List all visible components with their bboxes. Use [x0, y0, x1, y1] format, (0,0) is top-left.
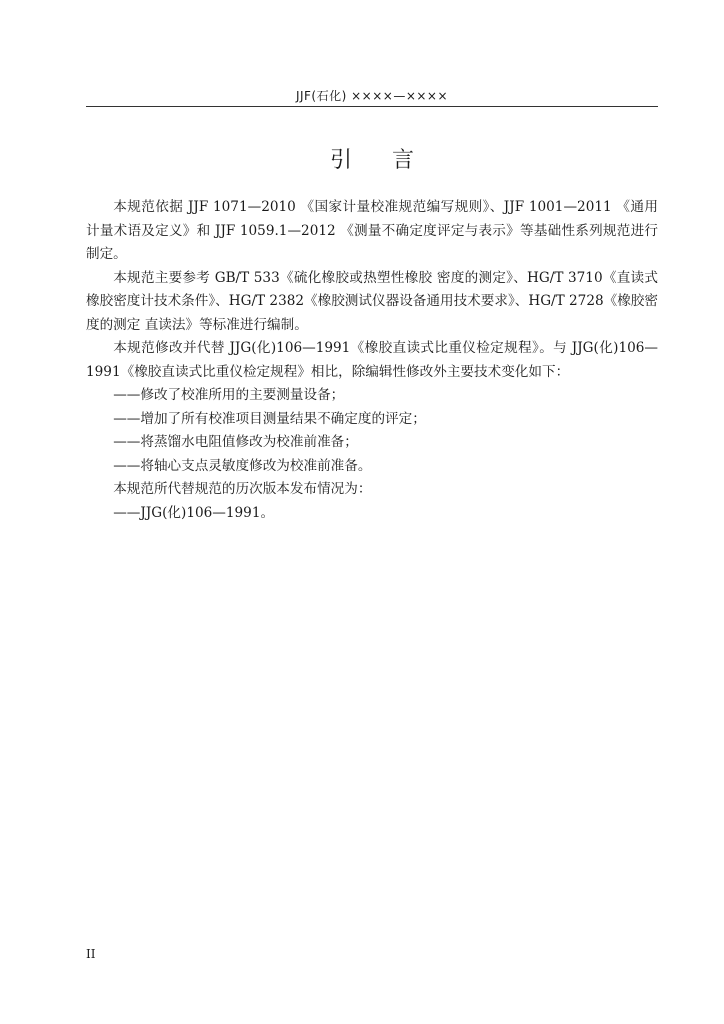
header-rule [86, 106, 658, 107]
list-item-change: ——将轴心支点灵敏度修改为校准前准备。 [113, 457, 372, 474]
list-item-change: ——增加了所有校准项目测量结果不确定度的评定； [113, 410, 426, 427]
list-item-change: ——修改了校准所用的主要测量设备； [113, 387, 345, 403]
paragraph-replacement: 本规范修改并代替 JJG(化)106—1991《橡胶直读式比重仪检定规程》。与 JJG(化)106—1991《橡胶直读式比重仪检定规程》相比，除编辑性修改外主要技术变化如下： [86, 340, 658, 380]
paragraph-references: 本规范主要参考 GB/T 533《硫化橡胶或热塑性橡胶 密度的测定》、HG/T 3710《直读式橡胶密度计技术条件》、HG/T 2382《橡胶测试仪器设备通用技术要求》、HG/T 2728《橡胶密度的测定 直读法》等标准进行编制。 [86, 269, 658, 333]
section-title: 引言 [329, 148, 454, 173]
paragraph-basis: 本规范依据 JJF 1071—2010 《国家计量校准规范编写规则》、JJF 1001—2011 《通用计量术语及定义》和 JJF 1059.1—2012 《测量不确定度评定与表示》等基础性系列规范进行制定。 [86, 199, 658, 262]
running-header: JJF(石化) ××××—×××× [295, 89, 449, 103]
list-item-version: ——JJG(化)106—1991。 [113, 504, 275, 521]
page-number: II [86, 947, 96, 961]
list-item-change: ——将蒸馏水电阻值修改为校准前准备； [113, 434, 358, 450]
body-text [86, 196, 658, 525]
paragraph-history: 本规范所代替规范的历次版本发布情况为： [113, 481, 372, 497]
